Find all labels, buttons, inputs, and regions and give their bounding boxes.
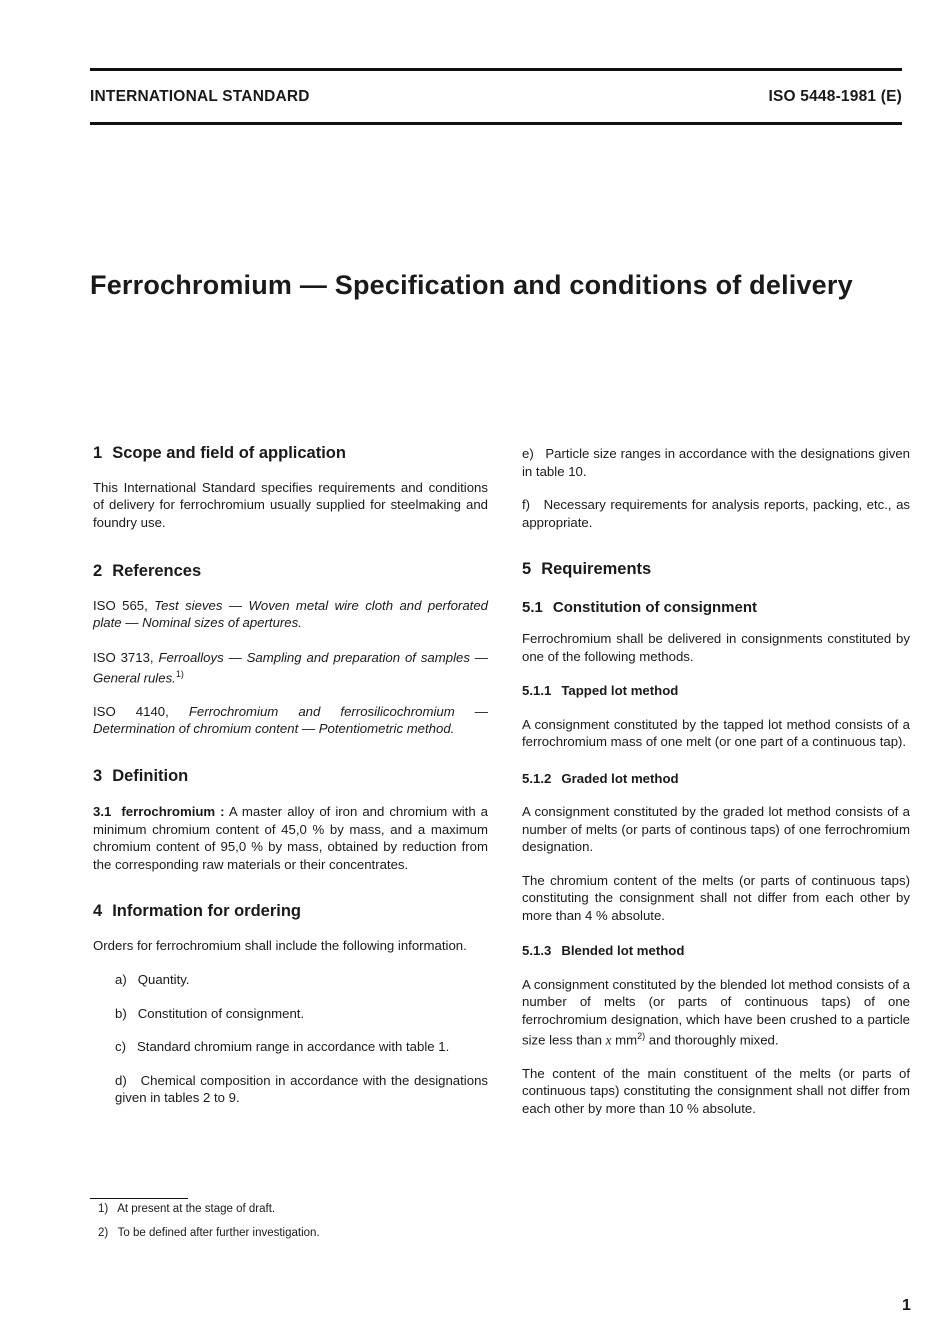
right-column [522,440,910,1117]
reference-item: ISO 3713, Ferroalloys — Sampling and preparation of samples — General rules.$^{1)}$ [93,649,488,686]
section-5-1-3-text: The content of the main constituent of the melts (or parts of continuous taps) constituting the consignment shall not differ from each other by more than 10 % absolute. [522,1065,910,1116]
header-top-rule [90,68,902,71]
footnote: 1) At present at the stage of draft. [98,1203,276,1215]
section-2-heading: 2 References [93,562,202,580]
section-5-heading: 5 Requirements [522,560,652,578]
list-item: d) Chemical composition in accordance with the designations given in tables 2 to 9. [115,1072,488,1106]
ordering-list [93,971,488,1107]
reference-item: ISO 565, Test sieves — Woven metal wire cloth and perforated plate — Nominal sizes of apertures. [93,597,488,630]
section-5-1-1-heading: 5.1.1 Tapped lot method [522,683,679,698]
list-item: b) Constitution of consignment. [115,1005,305,1021]
section-5-1-2-text: A consignment constituted by the graded lot method consists of a number of melts (or parts of continous taps) of one ferrochromium designation. [522,804,910,854]
section-1-heading: 1 Scope and field of application [93,444,346,462]
definition-text: 3.1 ferrochromium : A master alloy of iron and chromium with a minimum chromium content of 45,0 % by mass, and a maximum chromium content of 95,0 % by mass, obtained by reduction from the corresponding raw materials or their concentrates. [93,804,488,872]
section-4-heading: 4 Information for ordering [93,902,302,921]
section-5-1-2-heading: 5.1.2 Graded lot method [522,770,679,786]
footnote: 2) To be defined after further investigation. [98,1227,320,1239]
section-1-text: This International Standard specifies requirements and conditions of delivery for ferrochromium usually supplied for steelmaking and foundry use. [93,479,488,530]
page-title: Ferrochromium — Specification and conditions of delivery [90,270,853,300]
section-4-text: Orders for ferrochromium shall include the following information. [93,937,467,953]
header-bottom-rule [90,122,902,125]
left-column [93,440,488,1107]
section-3-heading: 3 Definition [93,766,189,785]
page-number: 1 [902,1297,911,1314]
footnote-rule [90,1198,188,1199]
header-right: ISO 5448-1981 (E) [768,88,902,105]
list-item: c) Standard chromium range in accordance with table 1. [115,1039,450,1055]
reference-item: ISO 4140, Ferrochromium and ferrosilicochromium — Determination of chromium content — Potentiometric method. [93,703,488,737]
header-left: INTERNATIONAL STANDARD [90,88,310,105]
list-item: a) Quantity. [115,972,190,988]
section-5-1-3-text: A consignment constituted by the blended lot method consists of a number of melts (or parts of continuous taps) of one ferrochromium designation, which have been crushed to a particle size less than x $mm^{2)}$ and thoroughly mixed. [522,976,910,1048]
section-5-1-1-text: A consignment constituted by the tapped lot method consists of a ferrochromium mass of one melt (or one part of a continuous tap). [522,716,910,749]
section-5-1-2-text: The chromium content of the melts (or parts of continuous taps) constituting the consignment shall not differ from each other by more than 4 % absolute. [522,872,910,923]
list-item: e) Particle size ranges in accordance with the designations given in table 10. [522,446,910,479]
section-5-1-text: Ferrochromium shall be delivered in consignments constituted by one of the following methods. [522,631,910,664]
list-item: f) Necessary requirements for analysis reports, packing, etc., as appropriate. [522,497,911,530]
section-5-1-heading: 5.1 Constitution of consignment [522,598,757,616]
section-5-1-3-heading: 5.1.3 Blended lot method [522,943,685,958]
